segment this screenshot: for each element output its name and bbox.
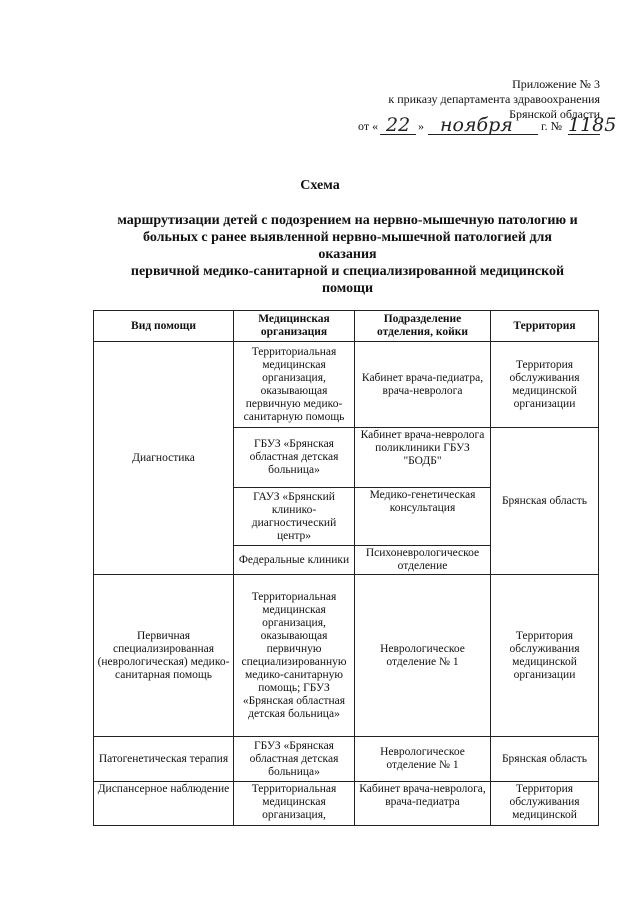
table-row (94, 737, 599, 782)
diag-dept-1: Кабинет врача-педиатра, врача-невролога (355, 342, 491, 428)
table-row (94, 342, 599, 428)
primary-terr: Территория обслуживания медицинской организации (491, 575, 599, 737)
dispensary-dept: Кабинет врача-невролога, врача-педиатра (355, 782, 491, 826)
year-label: г. № (541, 119, 563, 133)
diag-dept-4: Психоневрологическое отделение (355, 546, 491, 575)
diag-org-2: ГБУЗ «Брянская областная детская больница» (234, 428, 355, 488)
pathogen-terr: Брянская область (491, 737, 599, 782)
table-row (94, 782, 599, 826)
subtitle-line-5: помощи (321, 281, 374, 296)
dispensary-org: Территориальная медицинская организация, (234, 782, 355, 826)
primary-type-cell: Первичная специализированная (неврологическая) медико-санитарная помощь (94, 575, 234, 737)
subtitle-line-3: оказания (318, 247, 377, 262)
header-type: Вид помощи (94, 311, 234, 342)
annex-line-1: Приложение № 3 (512, 77, 600, 91)
diag-terr-2: Брянская область (491, 428, 599, 575)
date-close: » (418, 119, 424, 133)
pathogen-org: ГБУЗ «Брянская областная детская больница» (234, 737, 355, 782)
primary-org: Территориальная медицинская организация, оказывающая первичную специализированную медико-санитарную помощь; ГБУЗ «Брянская областная детская больница» (234, 575, 355, 737)
diag-org-1: Территориальная медицинская организация, оказывающая первичную медико-санитарную помощь (234, 342, 355, 428)
subtitle-line-1: маршрутизации детей с подозрением на нервно-мышечную патологию и (117, 213, 578, 228)
primary-dept: Неврологическое отделение № 1 (355, 575, 491, 737)
handwritten-day: 22 (386, 114, 411, 136)
date-prefix: от « (358, 119, 379, 133)
handwritten-month: ноября (440, 114, 513, 136)
diag-terr-1: Территория обслуживания медицинской организации (491, 342, 599, 428)
dispensary-type-cell: Диспансерное наблюдение (94, 782, 234, 826)
diag-org-3: ГАУЗ «Брянский клинико-диагностический центр» (234, 488, 355, 546)
diag-dept-2: Кабинет врача-невролога поликлиники ГБУЗ "БОДБ" (355, 428, 491, 488)
routing-table (93, 310, 599, 826)
diag-org-4: Федеральные клиники (234, 546, 355, 575)
header-territory: Территория (491, 311, 599, 342)
annex-line-2: к приказу департамента здравоохранения (388, 92, 600, 106)
header-organization: Медицинская организация (234, 311, 355, 342)
diag-dept-3: Медико-генетическая консультация (355, 488, 491, 546)
pathogen-type-cell: Патогенетическая терапия (94, 737, 234, 782)
annex-line-3: Брянской области (509, 107, 600, 121)
table-header-row (94, 311, 599, 342)
document-subtitle (95, 212, 600, 297)
subtitle-line-2: больных с ранее выявленной нервно-мышечной патологией для (143, 230, 552, 245)
document-title: Схема (300, 178, 340, 193)
subtitle-line-4: первичной медико-санитарной и специализированной медицинской (130, 264, 565, 279)
header-department: Подразделение отделения, койки (355, 311, 491, 342)
pathogen-dept: Неврологическое отделение № 1 (355, 737, 491, 782)
handwritten-number: 1185 (568, 114, 617, 136)
dispensary-terr: Территория обслуживания медицинской (491, 782, 599, 826)
diagnostics-type-cell: Диагностика (94, 342, 234, 575)
table-row (94, 575, 599, 737)
